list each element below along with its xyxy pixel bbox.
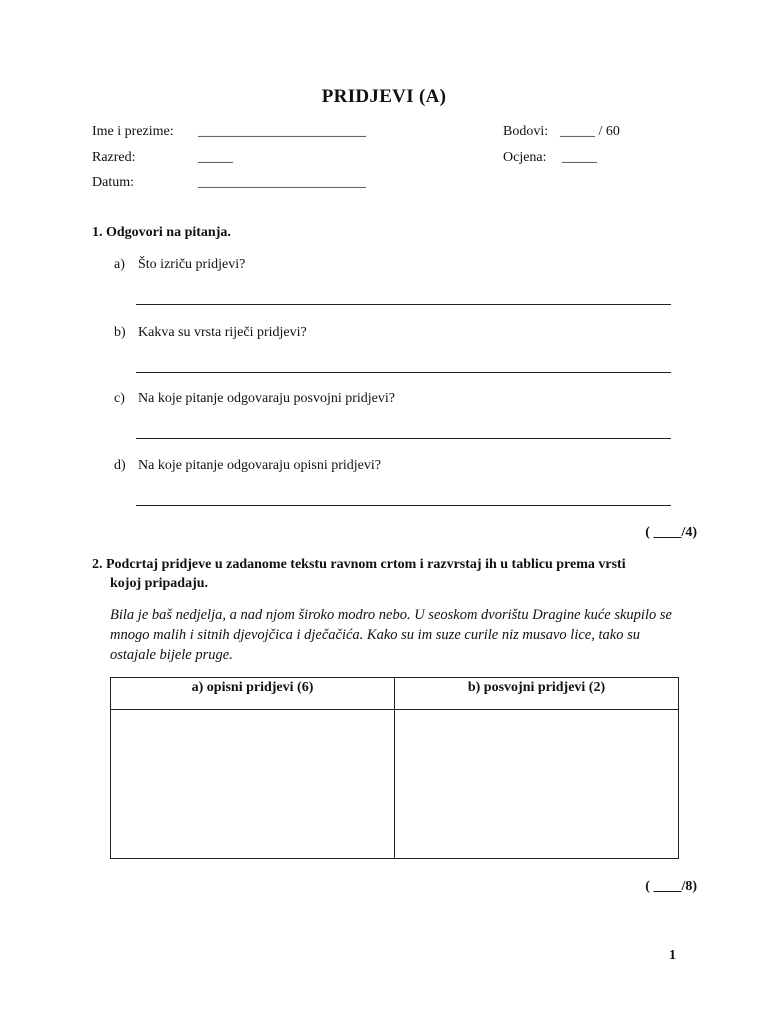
task2-heading-line2: kojoj pripadaju.	[110, 576, 209, 591]
question-d-letter: d)	[114, 458, 126, 473]
question-d-text: Na koje pitanje odgovaraju opisni pridjevi?	[138, 458, 381, 473]
question-c-letter: c)	[114, 391, 125, 406]
passage-line3: ostajale bijele pruge.	[110, 647, 233, 663]
grade-field[interactable]: _____	[562, 150, 597, 165]
passage-line2: mnogo malih i sitnih djevojčica i dječačića. Kako su im suze curile niz musavo lice, tako su	[110, 627, 640, 643]
question-c-text: Na koje pitanje odgovaraju posvojni pridjevi?	[138, 391, 395, 406]
class-field[interactable]: _____	[198, 150, 233, 165]
table-cell-possessive[interactable]	[395, 710, 679, 859]
table-header-possessive: b) posvojni pridjevi (2)	[395, 678, 679, 710]
class-label: Razred:	[92, 150, 136, 165]
question-a-letter: a)	[114, 257, 125, 272]
table-cell-descriptive[interactable]	[111, 710, 395, 859]
page-number: 1	[669, 948, 676, 963]
answer-line-d[interactable]	[136, 505, 671, 506]
table-header-descriptive: a) opisni pridjevi (6)	[111, 678, 395, 710]
task1-heading: 1. Odgovori na pitanja.	[92, 225, 231, 240]
task2-heading-line1: 2. Podcrtaj pridjeve u zadanome tekstu ravnom crtom i razvrstaj ih u tablicu prema vrsti	[92, 557, 626, 572]
question-b-text: Kakva su vrsta riječi pridjevi?	[138, 325, 307, 340]
question-b-letter: b)	[114, 325, 126, 340]
points-label: Bodovi:	[503, 124, 549, 139]
passage	[110, 605, 750, 665]
task1-points: ( ____/4)	[645, 525, 697, 540]
answer-line-c[interactable]	[136, 438, 671, 439]
grade-label: Ocjena:	[503, 150, 547, 165]
date-label: Datum:	[92, 175, 134, 190]
passage-line1: Bila je baš nedjelja, a nad njom široko modro nebo. U seoskom dvorištu Dragine kuće skupilo se	[110, 607, 672, 623]
name-field[interactable]: ________________________	[198, 124, 366, 139]
adjective-table	[110, 677, 679, 859]
name-label: Ime i prezime:	[92, 124, 174, 139]
answer-line-b[interactable]	[136, 372, 671, 373]
question-a-text: Što izriču pridjevi?	[138, 257, 246, 272]
page-title: PRIDJEVI (A)	[321, 86, 447, 107]
answer-line-a[interactable]	[136, 304, 671, 305]
points-field[interactable]: _____ / 60	[560, 124, 620, 139]
date-field[interactable]: ________________________	[198, 175, 366, 190]
task2-points: ( ____/8)	[645, 879, 697, 894]
